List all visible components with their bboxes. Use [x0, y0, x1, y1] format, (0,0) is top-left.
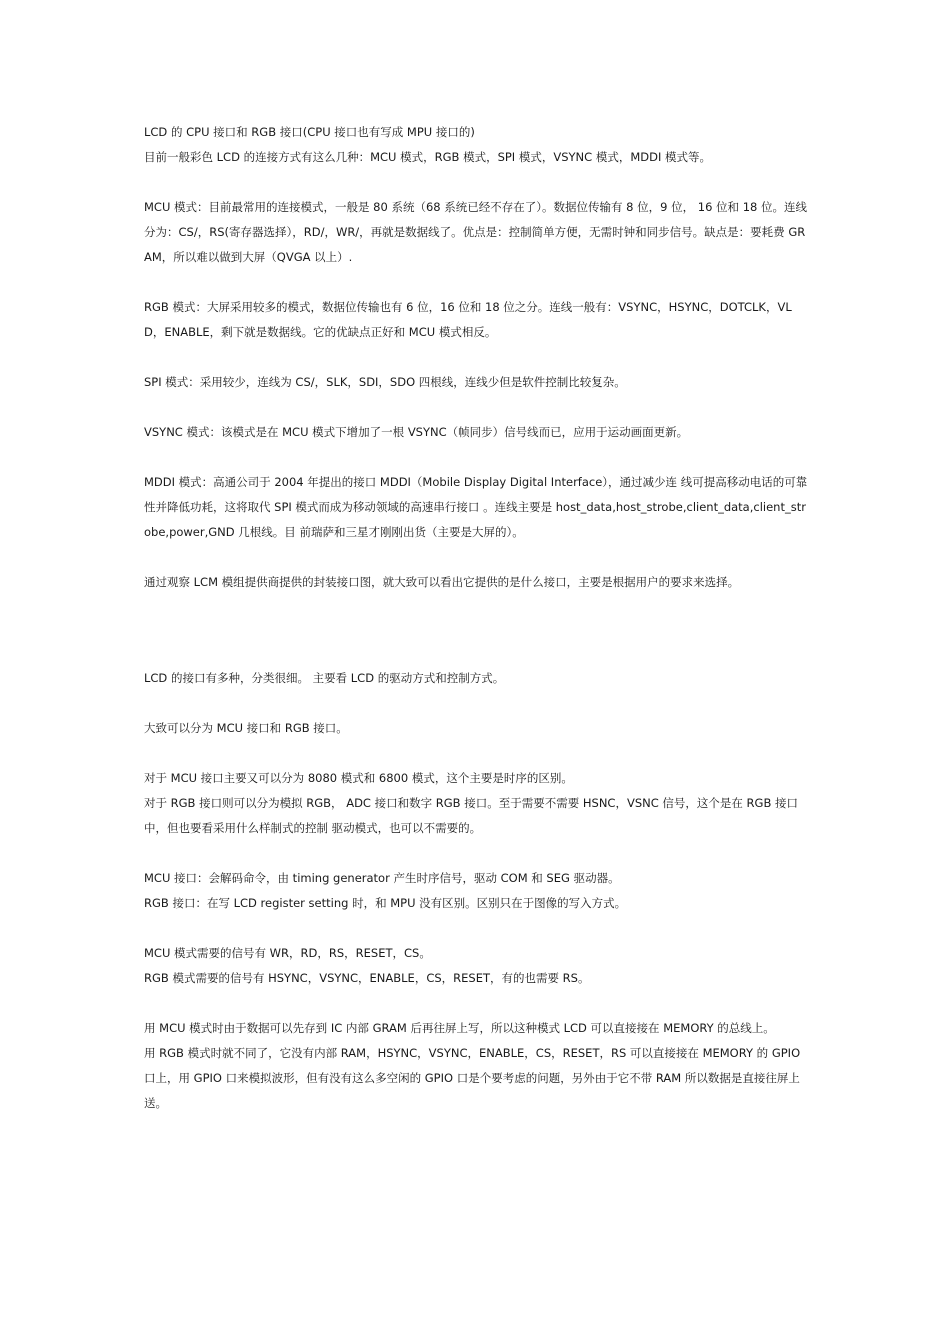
doc-title: LCD 的 CPU 接口和 RGB 接口(CPU 接口也有写成 MPU 接口的): [144, 125, 475, 139]
lcd-interfaces-paragraph: LCD 的接口有多种，分类很细。 主要看 LCD 的驱动方式和控制方式。: [144, 671, 505, 685]
rgb-memory-paragraph: 用 RGB 模式时就不同了，它没有内部 RAM，HSYNC，VSYNC，ENABLE，CS，RESET，RS 可以直接接在 MEMORY 的 GPIO 口上，用 GPIO 口来模拟波形，但有没有这么多空闲的 GPIO 口是个要考虑的问题，另外由于它不带 RAM 所以数据是直接往屏上送。: [144, 1046, 801, 1110]
rgb-split-paragraph: 对于 RGB 接口则可以分为模拟 RGB， ADC 接口和数字 RGB 接口。至于需要不需要 HSNC，VSNC 信号，这个是在 RGB 接口中，但也要看采用什么样制式的控制 驱动模式，也可以不需要的。: [144, 796, 799, 835]
document-body: [144, 120, 810, 1116]
mddi-mode-paragraph: MDDI 模式：高通公司于 2004 年提出的接口 MDDI（Mobile Display Digital Interface），通过减少连 线可提高移动电话的可靠性并降低功耗，这将取代 SPI 模式而成为移动领域的高速串行接口 。连线主要是 host_data,host_strobe,client_data,client_strobe,power,GND 几根线。目 前瑞萨和三星才刚刚出货（主要是大屏的）。: [144, 475, 808, 539]
intro-paragraph: 目前一般彩色 LCD 的连接方式有这么几种：MCU 模式，RGB 模式，SPI 模式，VSYNC 模式，MDDI 模式等。: [144, 150, 712, 164]
rgb-signals-paragraph: RGB 模式需要的信号有 HSYNC，VSYNC，ENABLE，CS，RESET，有的也需要 RS。: [144, 971, 590, 985]
mcu-signals-paragraph: MCU 模式需要的信号有 WR，RD，RS，RESET，CS。: [144, 946, 431, 960]
mcu-memory-paragraph: 用 MCU 模式时由于数据可以先存到 IC 内部 GRAM 后再往屏上写，所以这种模式 LCD 可以直接接在 MEMORY 的总线上。: [144, 1021, 775, 1035]
rgb-mode-paragraph: RGB 模式：大屏采用较多的模式，数据位传输也有 6 位，16 位和 18 位之分。连线一般有：VSYNC，HSYNC，DOTCLK，VLD，ENABLE，剩下就是数据线。它的优缺点正好和 MCU 模式相反。: [144, 300, 792, 339]
mcu-iface-paragraph: MCU 接口：会解码命令，由 timing generator 产生时序信号，驱动 COM 和 SEG 驱动器。: [144, 871, 620, 885]
roughly-paragraph: 大致可以分为 MCU 接口和 RGB 接口。: [144, 721, 348, 735]
rgb-iface-paragraph: RGB 接口：在写 LCD register setting 时，和 MPU 没有区别。区别只在于图像的写入方式。: [144, 896, 627, 910]
mcu-mode-paragraph: MCU 模式：目前最常用的连接模式，一般是 80 系统（68 系统已经不存在了）。数据位传输有 8 位，9 位， 16 位和 18 位。连线分为：CS/，RS(寄存器选择），RD/，WR/，再就是数据线了。优点是：控制简单方便，无需时钟和同步信号。缺点是：要耗费 GRAM，所以难以做到大屏（QVGA 以上）.: [144, 200, 807, 264]
vsync-mode-paragraph: VSYNC 模式：该模式是在 MCU 模式下增加了一根 VSYNC（帧同步）信号线而已，应用于运动画面更新。: [144, 425, 689, 439]
lcm-note-paragraph: 通过观察 LCM 模组提供商提供的封装接口图，就大致可以看出它提供的是什么接口，主要是根据用户的要求来选择。: [144, 575, 740, 589]
spi-mode-paragraph: SPI 模式：采用较少，连线为 CS/，SLK，SDI，SDO 四根线，连线少但是软件控制比较复杂。: [144, 375, 626, 389]
mcu-split-paragraph: 对于 MCU 接口主要又可以分为 8080 模式和 6800 模式，这个主要是时序的区别。: [144, 771, 573, 785]
